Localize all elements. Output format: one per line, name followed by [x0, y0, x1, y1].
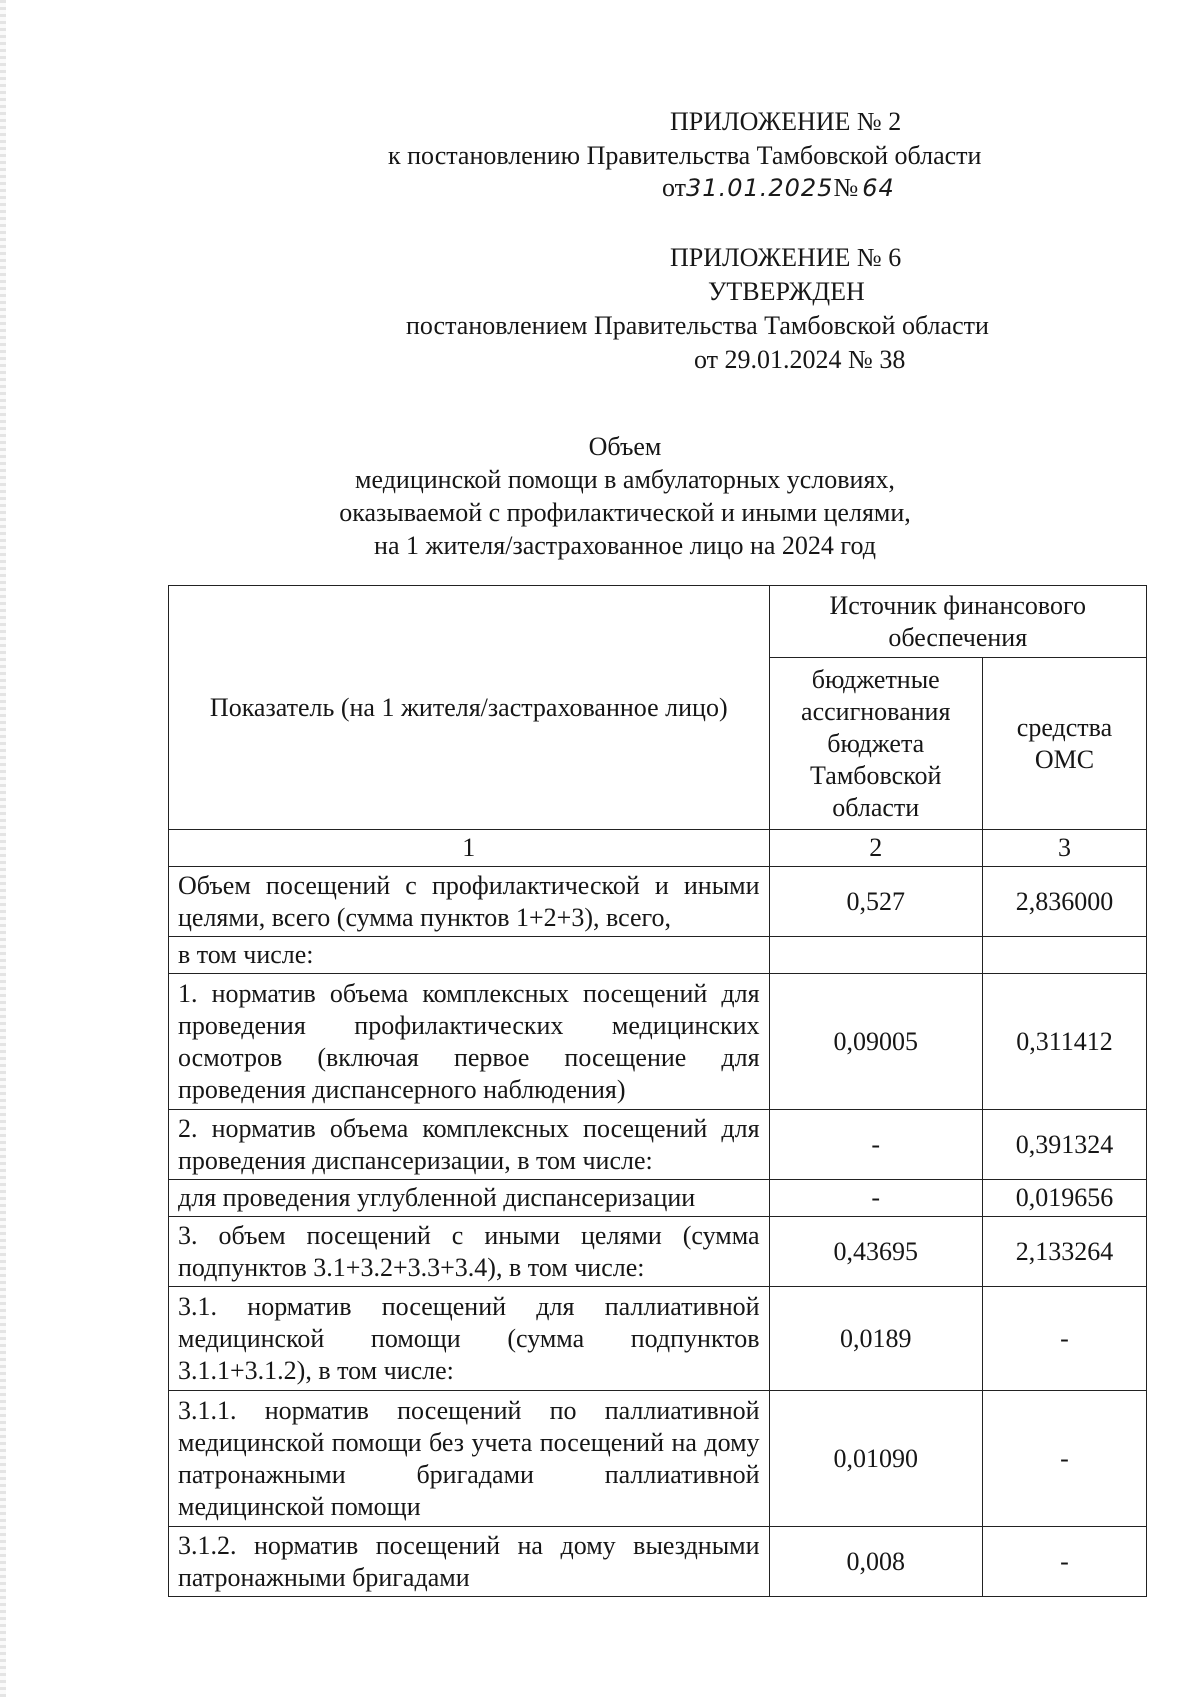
table-row	[169, 1527, 1147, 1597]
appendix-6-date: от 29.01.2024 № 38	[694, 345, 906, 374]
handwritten-date: 31.01.2025	[686, 174, 834, 202]
table-header-row	[169, 586, 1147, 658]
row-oms-value: 0,019656	[982, 1180, 1146, 1217]
title-line-2: медицинской помощи в амбулаторных условиях,	[355, 465, 895, 494]
row-budget-value: 0,01090	[769, 1391, 982, 1527]
header-budget: бюджетные ассигнования бюджета Тамбовской области	[769, 658, 982, 830]
row-budget-value	[769, 937, 982, 974]
row-oms-value: 2,836000	[982, 867, 1146, 937]
row-label: 3.1.1. норматив посещений по паллиативной медицинской помощи без учета посещений на дому патронажными бригадами паллиативной медицинской помощи	[169, 1391, 770, 1527]
col-number-1: 1	[169, 830, 770, 867]
scan-edge-artifact	[0, 0, 6, 1697]
row-label: 2. норматив объема комплексных посещений для проведения диспансеризации, в том числе:	[169, 1110, 770, 1180]
document-title	[240, 430, 1010, 562]
approved-label: УТВЕРЖДЕН	[708, 277, 865, 306]
row-oms-value: -	[982, 1391, 1146, 1527]
title-line-3: оказываемой с профилактической и иными целями,	[339, 498, 911, 527]
row-budget-value: 0,43695	[769, 1217, 982, 1287]
row-label: 1. норматив объема комплексных посещений для проведения профилактических медицинских осмотров (включая первое посещение для проведения диспансерного наблюдения)	[169, 974, 770, 1110]
row-oms-value: 0,311412	[982, 974, 1146, 1110]
row-label: для проведения углубленной диспансеризации	[169, 1180, 770, 1217]
table-row	[169, 937, 1147, 974]
header-indicator: Показатель (на 1 жителя/застрахованное лицо)	[169, 586, 770, 830]
volume-table	[168, 585, 1147, 1597]
row-budget-value: 0,09005	[769, 974, 982, 1110]
row-oms-value	[982, 937, 1146, 974]
title-line-4: на 1 жителя/застрахованное лицо на 2024 год	[374, 531, 876, 560]
row-oms-value: 2,133264	[982, 1217, 1146, 1287]
col-number-2: 2	[769, 830, 982, 867]
row-budget-value: 0,527	[769, 867, 982, 937]
row-oms-value: 0,391324	[982, 1110, 1146, 1180]
title-line-1: Объем	[588, 432, 662, 461]
row-budget-value: -	[769, 1180, 982, 1217]
row-label: Объем посещений с профилактической и иными целями, всего (сумма пунктов 1+2+3), всего,	[169, 867, 770, 937]
appendix-2-reference: к постановлению Правительства Тамбовской области	[388, 141, 982, 170]
table-row	[169, 1110, 1147, 1180]
number-prefix: №	[833, 173, 859, 202]
header-oms: средства ОМС	[982, 658, 1146, 830]
handwritten-number: 64	[862, 174, 895, 202]
appendix-2-date-line	[662, 171, 895, 205]
table-row	[169, 1217, 1147, 1287]
row-label: 3.1.2. норматив посещений на дому выездными патронажными бригадами	[169, 1527, 770, 1597]
appendix-2-title: ПРИЛОЖЕНИЕ № 2	[670, 107, 902, 136]
table-row	[169, 1287, 1147, 1391]
table-row	[169, 1180, 1147, 1217]
col-number-3: 3	[982, 830, 1146, 867]
column-numbers-row	[169, 830, 1147, 867]
row-budget-value: 0,0189	[769, 1287, 982, 1391]
appendix-6-reference: постановлением Правительства Тамбовской области	[406, 311, 989, 340]
row-budget-value: -	[769, 1110, 982, 1180]
row-label: 3.1. норматив посещений для паллиативной медицинской помощи (сумма подпунктов 3.1.1+3.1.2), в том числе:	[169, 1287, 770, 1391]
header-source: Источник финансового обеспечения	[769, 586, 1146, 658]
row-oms-value: -	[982, 1527, 1146, 1597]
table-row	[169, 867, 1147, 937]
table-row	[169, 974, 1147, 1110]
appendix-6-title: ПРИЛОЖЕНИЕ № 6	[670, 243, 902, 272]
table-row	[169, 1391, 1147, 1527]
row-label: в том числе:	[169, 937, 770, 974]
date-prefix: от	[662, 173, 687, 202]
row-label: 3. объем посещений с иными целями (сумма подпунктов 3.1+3.2+3.3+3.4), в том числе:	[169, 1217, 770, 1287]
row-budget-value: 0,008	[769, 1527, 982, 1597]
row-oms-value: -	[982, 1287, 1146, 1391]
